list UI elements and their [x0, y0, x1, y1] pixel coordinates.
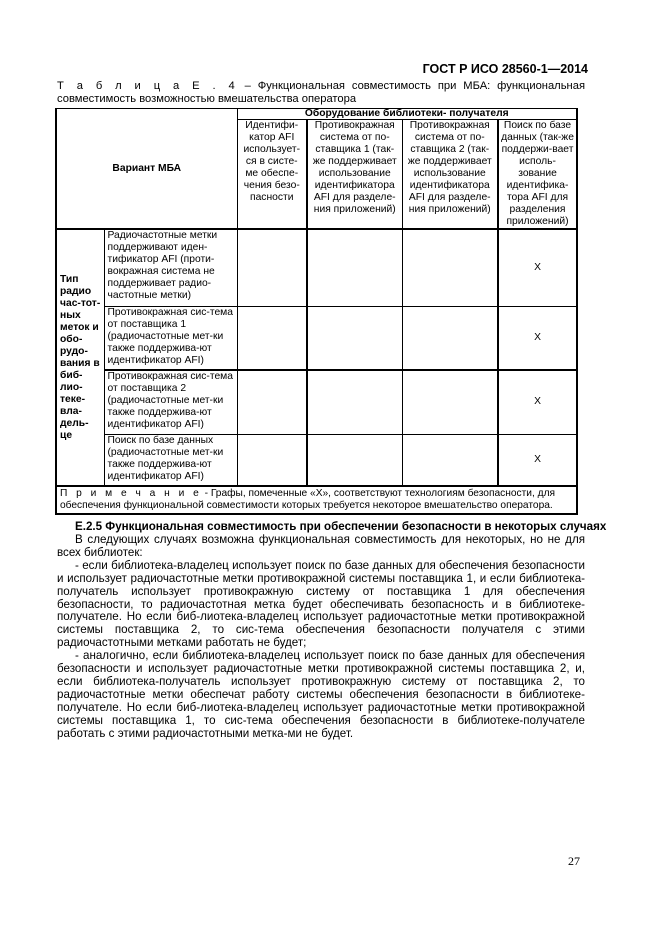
table-caption: [57, 80, 585, 106]
table-cell: [237, 229, 307, 306]
variant-header: Вариант МБА: [56, 109, 237, 230]
table-cell-mark: X: [498, 306, 577, 370]
table-caption-text: – Функциональная совместимость при МБА: функциональная совместимость возможностью вмешательства оператора: [57, 80, 585, 105]
table-cell: [307, 306, 402, 370]
table-note-text: - Графы, помеченные «Х», соответствуют технологиям безопасности, для обеспечения функциональной совместимости которых требуется некоторое вмешательство оператора.: [60, 488, 556, 511]
table-cell: [237, 370, 307, 434]
document-id-header: ГОСТ Р ИСО 28560-1—2014: [422, 62, 588, 76]
table-caption-label: Т а б л и ц а Е . 4: [57, 80, 238, 92]
column-header-vendor-2: Противокражная система от по-ставщика 2 (так-же поддерживает использование идентификатора AFI для разделе-ния приложений): [402, 120, 498, 230]
table-cell: [237, 434, 307, 486]
table-note-label: П р и м е ч а н и е: [60, 488, 202, 499]
table-cell: [307, 229, 402, 306]
recipient-equipment-header: Оборудование библиотеки- получателя: [237, 109, 577, 120]
table-cell: [402, 434, 498, 486]
section-body: [57, 534, 585, 741]
column-header-afi: Идентифи-катор AFI использует-ся в систе-ме обеспе-чения безо-пасности: [237, 120, 307, 230]
row-description-database: Поиск по базе данных (радиочастотные мет-ки также поддержива-ют идентификатор AFI): [104, 434, 237, 486]
table-cell: [307, 434, 402, 486]
table-cell: [402, 306, 498, 370]
table-cell-mark: X: [498, 370, 577, 434]
compatibility-table: [55, 108, 578, 515]
column-header-database: Поиск по базе данных (так-же поддержи-вает исполь-зование идентифика-тора AFI для разделения приложений): [498, 120, 577, 230]
body-paragraph: - аналогично, если библиотека-владелец использует поиск по базе данных для обеспечения безопасности и использует радиочастотные метки противокражной системы поставщика 2, и, если библиотека-получатель использует противокражную систему от поставщика 2, то радиочастотные метки обеспечат работу системы обеспечения безопасности в библиотеке-получателе. Но если биб-лиотека-владелец использует радиочастотные метки противокражной системы поставщика 1, то сис-тема обеспечения безопасности в библиотеке-получателе работать с этими радиочастотными метка-ми не будет.: [57, 649, 585, 740]
table-cell-mark: X: [498, 434, 577, 486]
body-paragraph: В следующих случаях возможна функциональная совместимость для некоторых, но не для всех библиотек:: [57, 533, 585, 559]
table-cell: [237, 306, 307, 370]
column-header-vendor-1: Противокражная система от по-ставщика 1 (так-же поддерживает использование идентификатора AFI для разделе-ния приложений): [307, 120, 402, 230]
row-description-afi: Радиочастотные метки поддерживают иден-тификатор AFI (проти-вокражная система не поддерживает радио-частотные метки): [104, 229, 237, 306]
row-group-label: Тип радио час-тот-ных меток и обо-рудо-вания в биб-лио-теке-вла-дель-це: [56, 229, 104, 486]
table-cell: [402, 229, 498, 306]
row-description-vendor-2: Противокражная сис-тема от поставщика 2 (радиочастотные мет-ки также поддержива-ют идентификатор AFI): [104, 370, 237, 434]
row-description-vendor-1: Противокражная сис-тема от поставщика 1 (радиочастотные мет-ки также поддержива-ют идентификатор AFI): [104, 306, 237, 370]
table-note: [56, 486, 577, 514]
table-cell: [402, 370, 498, 434]
body-paragraph: - если библиотека-владелец использует поиск по базе данных для обеспечения безопасности и использует радиочастотные метки противокражной системы поставщика 1, и если библиотека-получатель использует противокражную систему от поставщика 1 для обеспечения безопасности, то радиочастотная метка будет обеспечивать безопасность и в библиотеке-получателе. Но если биб-лиотека-владелец использует радиочастотные метки противокражной системы поставщика 2, то сис-тема обеспечения безопасности получателя с этими радиочастотными метками работать не будет;: [57, 558, 585, 650]
table-cell-mark: X: [498, 229, 577, 306]
section-title: Е.2.5 Функциональная совместимость при обеспечении безопасности в некоторых случаях: [75, 520, 607, 533]
table-cell: [307, 370, 402, 434]
page-number: 27: [568, 854, 580, 868]
